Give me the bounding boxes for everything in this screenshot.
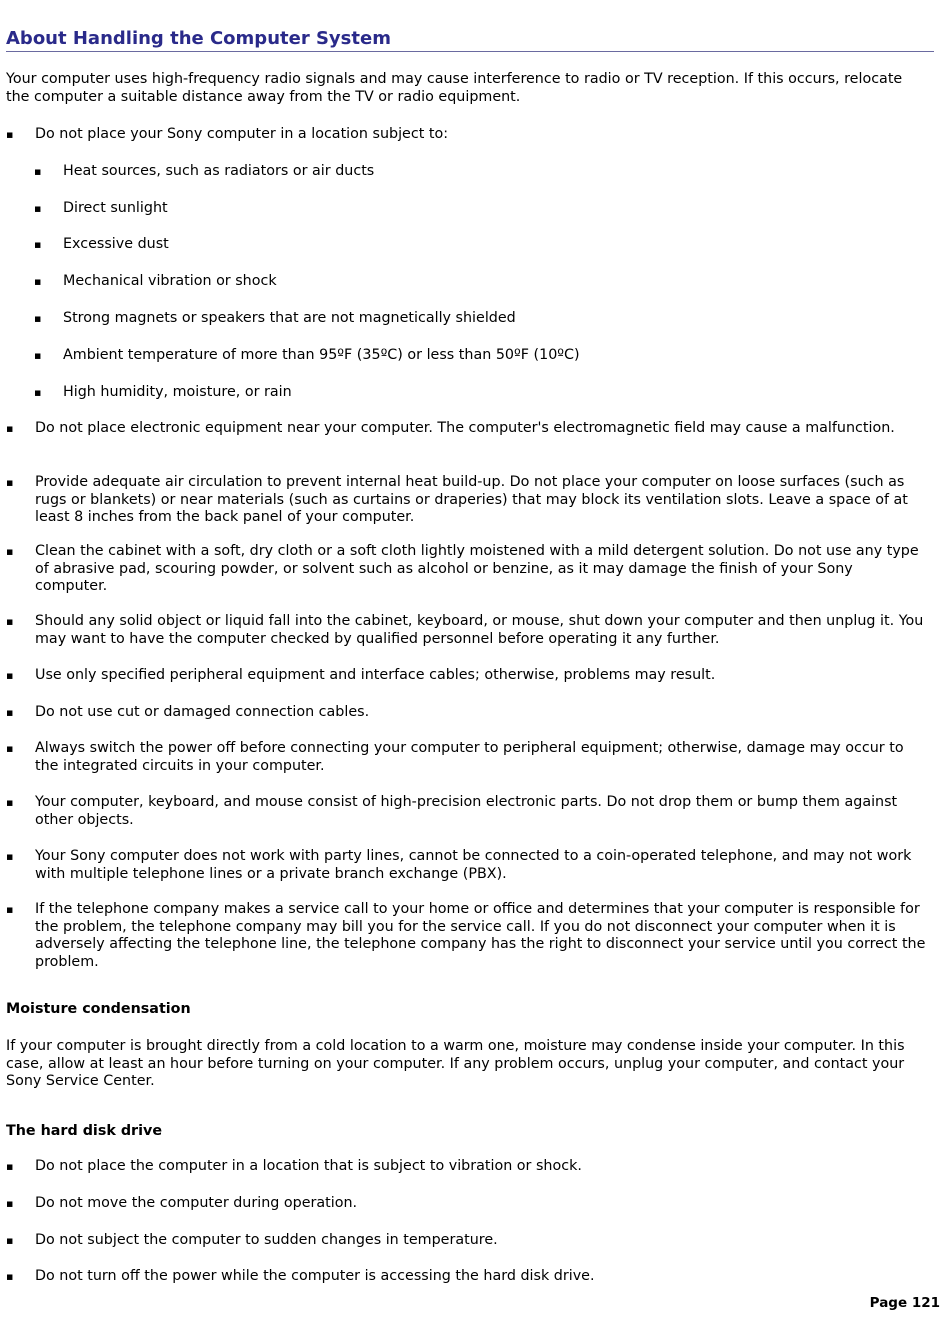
sub-list-item <box>34 163 914 181</box>
list-item <box>6 126 926 144</box>
sub-list-item <box>34 236 914 254</box>
list-item-text: Heat sources, such as radiators or air ducts <box>63 163 375 179</box>
list-item-text: Strong magnets or speakers that are not magnetically shielded <box>63 310 516 326</box>
bullet-icon: ▪ <box>34 312 42 325</box>
page-number: Page 121 <box>869 1295 940 1311</box>
bullet-icon: ▪ <box>34 165 42 178</box>
list-item-text: Do not subject the computer to sudden changes in temperature. <box>35 1232 498 1248</box>
list-item <box>6 1232 926 1250</box>
list-item <box>6 1268 926 1286</box>
list-item-text: Should any solid object or liquid fall into the cabinet, keyboard, or mouse, shut down your computer and then unplug it. You may want to have the computer checked by qualified personnel before operating it any further. <box>35 613 924 647</box>
list-item <box>6 704 926 722</box>
bullet-icon: ▪ <box>34 202 42 215</box>
list-item-text: Excessive dust <box>63 236 169 252</box>
moisture-heading: Moisture condensation <box>6 1001 191 1017</box>
list-item-text: Direct sunlight <box>63 200 168 216</box>
list-item <box>6 1158 926 1176</box>
intro-paragraph: Your computer uses high-frequency radio signals and may cause interference to radio or TV reception. If this occurs, relocate the computer a suitable distance away from the TV or radio equipment. <box>6 71 903 105</box>
bullet-icon: ▪ <box>6 796 14 809</box>
sub-list-item <box>34 273 914 291</box>
sub-list-item <box>34 200 914 218</box>
hdd-heading: The hard disk drive <box>6 1123 163 1139</box>
bullet-icon: ▪ <box>6 706 14 719</box>
list-item-text: Mechanical vibration or shock <box>63 273 277 289</box>
bullet-icon: ▪ <box>6 1197 14 1210</box>
list-item-text: High humidity, moisture, or rain <box>63 384 292 400</box>
bullet-icon: ▪ <box>34 386 42 399</box>
list-item-text: Do not place the computer in a location that is subject to vibration or shock. <box>35 1158 582 1174</box>
list-item-text: Use only specified peripheral equipment and interface cables; otherwise, problems may result. <box>35 667 716 683</box>
bullet-icon: ▪ <box>34 238 42 251</box>
bullet-icon: ▪ <box>6 1270 14 1283</box>
list-item <box>6 667 926 685</box>
page-title: About Handling the Computer System <box>6 28 934 52</box>
list-item <box>6 901 926 971</box>
list-item-text: Your computer, keyboard, and mouse consist of high-precision electronic parts. Do not drop them or bump them against other objects. <box>35 794 898 828</box>
list-item <box>6 613 926 648</box>
bullet-icon: ▪ <box>6 615 14 628</box>
bullet-icon: ▪ <box>6 476 14 489</box>
list-item <box>6 848 926 883</box>
bullet-icon: ▪ <box>6 128 14 141</box>
list-item <box>6 1195 926 1213</box>
list-item <box>6 420 926 438</box>
list-item-text: Do not use cut or damaged connection cables. <box>35 704 370 720</box>
list-item <box>6 543 926 596</box>
bullet-icon: ▪ <box>6 903 14 916</box>
list-item <box>6 740 926 775</box>
list-item <box>6 474 926 527</box>
bullet-icon: ▪ <box>6 422 14 435</box>
bullet-icon: ▪ <box>34 349 42 362</box>
list-item <box>6 794 926 829</box>
bullet-icon: ▪ <box>6 669 14 682</box>
list-item-text: If the telephone company makes a service call to your home or office and determines that your computer is responsible for the problem, the telephone company may bill you for the service call. If you do not disconnect your computer when it is adversely affecting the telephone line, the telephone company has the right to disconnect your service until you correct the problem. <box>35 901 926 970</box>
sub-list-item <box>34 310 914 328</box>
list-item-text: Do not move the computer during operation. <box>35 1195 358 1211</box>
bullet-icon: ▪ <box>6 1160 14 1173</box>
list-item-text: Provide adequate air circulation to prevent internal heat build-up. Do not place your computer on loose surfaces (such as rugs or blankets) or near materials (such as curtains or draperies) that may block its ventilation slots. Leave a space of at least 8 inches from the back panel of your computer. <box>35 474 908 525</box>
sub-list-item <box>34 384 914 402</box>
bullet-icon: ▪ <box>6 742 14 755</box>
moisture-paragraph: If your computer is brought directly from a cold location to a warm one, moisture may condense inside your computer. In this case, allow at least an hour before turning on your computer. If any problem occurs, unplug your computer, and contact your Sony Service Center. <box>6 1038 905 1089</box>
list-item-text: Ambient temperature of more than 95ºF (35ºC) or less than 50ºF (10ºC) <box>63 347 580 363</box>
bullet-icon: ▪ <box>6 850 14 863</box>
list-item-text: Do not place your Sony computer in a location subject to: <box>35 126 449 142</box>
sub-list-item <box>34 347 914 365</box>
bullet-icon: ▪ <box>34 275 42 288</box>
bullet-icon: ▪ <box>6 545 14 558</box>
list-item-text: Do not place electronic equipment near your computer. The computer's electromagnetic field may cause a malfunction. <box>35 420 895 436</box>
list-item-text: Your Sony computer does not work with party lines, cannot be connected to a coin-operated telephone, and may not work with multiple telephone lines or a private branch exchange (PBX). <box>35 848 912 882</box>
list-item-text: Do not turn off the power while the computer is accessing the hard disk drive. <box>35 1268 595 1284</box>
bullet-icon: ▪ <box>6 1234 14 1247</box>
list-item-text: Always switch the power off before connecting your computer to peripheral equipment; otherwise, damage may occur to the integrated circuits in your computer. <box>35 740 904 774</box>
list-item-text: Clean the cabinet with a soft, dry cloth or a soft cloth lightly moistened with a mild detergent solution. Do not use any type of abrasive pad, scouring powder, or solvent such as alcohol or benzine, as it may damage the finish of your Sony computer. <box>35 543 919 594</box>
